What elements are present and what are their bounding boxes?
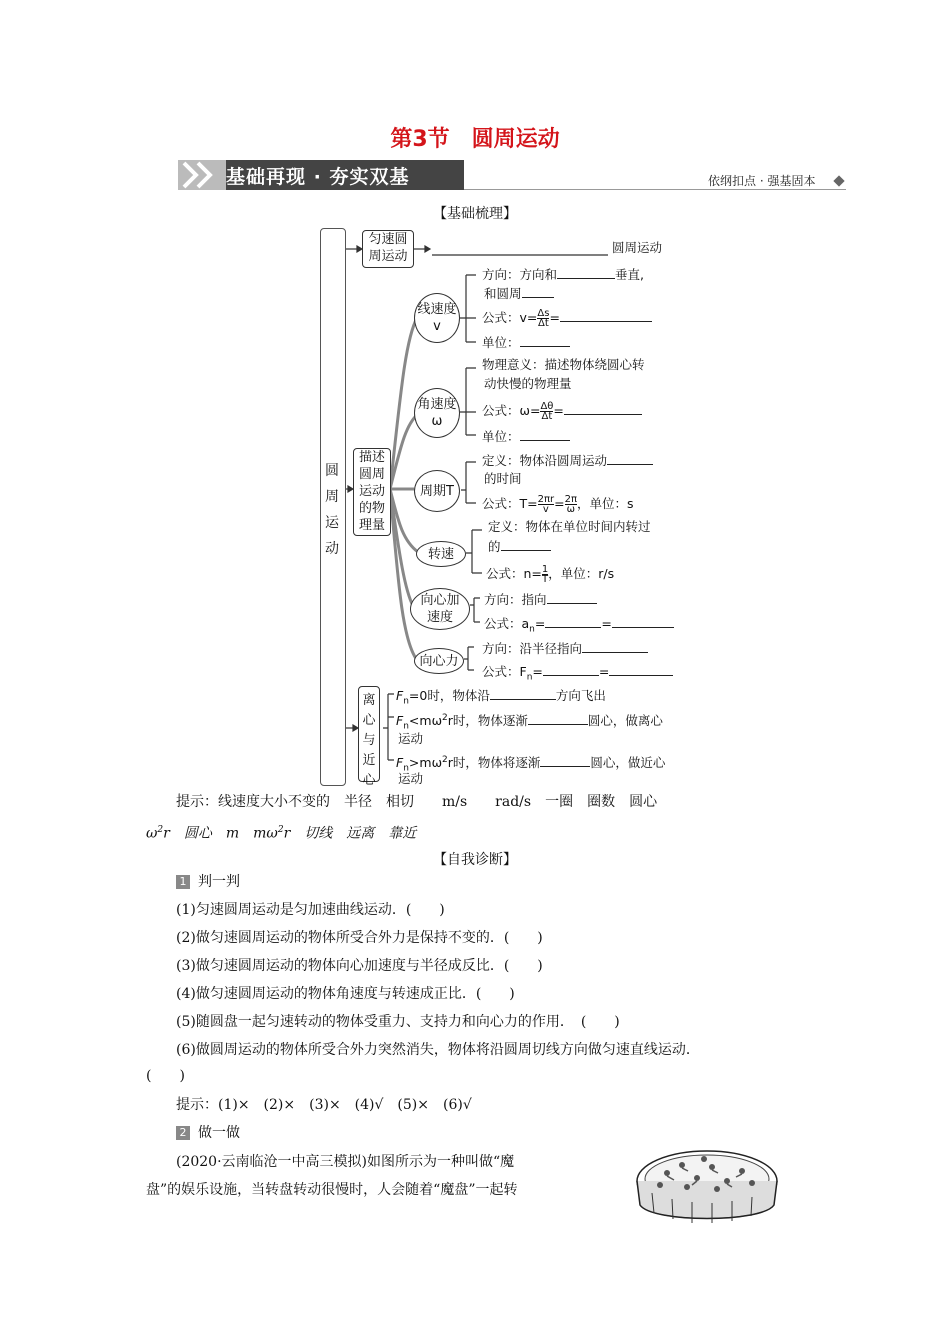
acc-dir: [484, 591, 597, 608]
force-eq-1: =: [532, 664, 543, 679]
ang-frac-den: Δt: [541, 411, 553, 422]
force-eq-2: =: [598, 664, 610, 679]
ang-meaning-1: 物理意义：描述物体绕圆心转: [482, 357, 645, 372]
centri-line-2: $F_n<m\omega^2r$时，物体逐渐 圆心，做离心: [396, 713, 663, 732]
banner-title: 基础再现 · 夯实双基: [226, 166, 410, 188]
section-heading-basics: 【基础梳理】: [433, 206, 517, 222]
hint1-mid: r 圆心 m mω: [163, 825, 278, 842]
acc-formula-text: 公式：a: [484, 616, 530, 631]
ang-frac-num: Δθ: [540, 401, 554, 412]
judge-item-1: (1)匀速圆周运动是匀加速曲线运动．( ): [176, 902, 445, 918]
c3-text2: r时，物体将逐渐: [447, 755, 541, 771]
judge-item-5: (5)随圆盘一起匀速转动的物体受重力、支持力和向心力的作用． ( ): [176, 1014, 620, 1030]
acc-formula: [484, 615, 674, 638]
speed-f-num: 1: [541, 564, 549, 575]
c1-tail: 方向飞出: [555, 688, 606, 703]
acc-dir-text: 方向：指向: [484, 592, 547, 607]
c3-text3: 圆心，做近心: [590, 755, 666, 771]
lin-dir1b-text: 垂直,: [615, 267, 644, 282]
c1-sub: n: [403, 696, 409, 707]
c1-text: =0时，物体沿: [408, 688, 490, 703]
ang-meaning-2: 动快慢的物理量: [484, 376, 572, 391]
period-def1-text: 定义：物体沿圆周运动: [482, 453, 608, 468]
hint1-tail: r 切线 远离 靠近: [283, 825, 417, 842]
angular-velocity-node: 角速度ω: [414, 388, 460, 438]
ang-unit: [482, 428, 570, 445]
force-formula-text: 公式：F: [482, 664, 527, 679]
q1-badge: 1: [176, 875, 190, 889]
judge-item-6: (6)做圆周运动的物体所受合外力突然消失，物体将沿圆周切线方向做匀速直线运动．: [176, 1042, 700, 1058]
banner-subtitle: 依纲扣点 · 强基固本: [708, 174, 816, 188]
root-label: 圆周运动: [325, 463, 339, 557]
section-heading-diagnosis: 【自我诊断】: [433, 852, 517, 868]
acc-sub: n: [529, 624, 535, 635]
lin-unit: [482, 334, 570, 351]
period-f1-num: 2πr: [537, 494, 555, 505]
c2-sub: n: [403, 721, 409, 732]
judge-item-2: (2)做匀速圆周运动的物体所受合外力是保持不变的．( ): [176, 930, 543, 946]
force-formula: [482, 663, 673, 686]
period-def-1: [482, 452, 653, 469]
speed-def2-text: 的: [488, 539, 501, 554]
hint-1-line-2: $\omega^2r$ 圆心 m $m\omega^2r$ 切线 远离 靠近: [146, 825, 417, 842]
c2-text2: r时，物体逐渐: [447, 713, 528, 729]
period-f2-den: ω: [566, 504, 575, 515]
centri-line-3b: 运动: [398, 771, 424, 786]
judge-item-4: (4)做匀速圆周运动的物体角速度与转速成正比．( ): [176, 986, 515, 1002]
problem-line-1: (2020·云南临沧一中高三模拟)如图所示为一种叫做“魔: [176, 1154, 515, 1170]
speed-unit-text: ，单位：r/s: [548, 566, 615, 581]
lin-dir-1: [482, 266, 644, 283]
centripetal-acc-node: [410, 588, 470, 630]
rotation-speed-node: 转速: [416, 541, 466, 567]
c1-f: F: [396, 688, 404, 703]
force-dir-text: 方向：沿半径指向: [482, 641, 583, 656]
acc-eq-1: =: [534, 616, 546, 631]
force-sub: n: [526, 672, 533, 683]
q2-title: 做一做: [198, 1125, 240, 1141]
c2-text1: <mω: [408, 713, 443, 729]
lin-dir-2: [484, 285, 554, 302]
acc-eq-2: =: [601, 616, 612, 631]
lin-dir2-text: 和圆周: [484, 286, 522, 301]
period-f1-den: v: [542, 504, 549, 515]
c3-sub: n: [403, 763, 409, 774]
period-node: 周期T: [414, 470, 460, 512]
linear-velocity-node: 线速度v: [414, 293, 460, 343]
quantities-box: 描述圆周运动的物理量: [353, 448, 391, 536]
ang-unit-text: 单位：: [482, 429, 520, 444]
page-title: 第3节 圆周运动: [390, 127, 560, 152]
c3-text1: >mω: [408, 755, 443, 771]
judge-item-3: (3)做匀速圆周运动的物体向心加速度与半径成反比．( ): [176, 958, 543, 974]
hint1-omega: ω: [146, 825, 158, 842]
lin-formula: 公式：v= $\frac{\Delta s}{\Delta t}$ =: [482, 309, 652, 328]
c2-text3: 圆心，做离心: [587, 713, 663, 729]
speed-formula: [486, 565, 614, 584]
judge-item-6-paren: ( ): [146, 1068, 185, 1084]
speed-def-2: [488, 538, 551, 555]
lin-frac-num: Δs: [537, 308, 550, 319]
hint-1-line-1: 提示：线速度大小不变的 半径 相切 m/s rad/s 一圈 圈数 圆心: [176, 794, 658, 810]
speed-f-den: T: [542, 574, 549, 585]
q1-title: 判一判: [198, 874, 240, 890]
q2-badge: 2: [176, 1126, 190, 1140]
c3-f: F: [396, 755, 404, 771]
uniform-text: 圆周运动: [612, 240, 663, 255]
period-unit-text: ，单位：s: [576, 496, 634, 511]
lin-frac-den: Δt: [538, 318, 549, 329]
lin-unit-text: 单位：: [482, 335, 520, 350]
problem-line-2: 盘”的娱乐设施，当转盘转动很慢时，人会随着“魔盘”一起转: [146, 1182, 518, 1198]
force-dir: [482, 640, 648, 657]
period-formula-text: 公式：T=: [482, 496, 538, 511]
ang-formula: 公式：ω= $\frac{\Delta\theta}{\Delta t}$ =: [482, 402, 642, 421]
centri-line-3: $F_n>m\omega^2r$时，物体将逐渐 圆心，做近心: [396, 755, 666, 774]
lin-dir1-text: 方向：方向和: [482, 267, 558, 282]
period-formula: 公式：T= $\frac{2\pi r}{v}$ = $\frac{2\pi}{\omega}$ ，单位：s: [482, 494, 634, 515]
centrifugal-box: 离心与近心: [358, 686, 380, 782]
lin-formula-text: 公式：v=: [482, 310, 538, 325]
q2-heading: [176, 1123, 240, 1143]
magic-disc-illustration: [632, 1143, 782, 1233]
period-f2-num: 2π: [564, 494, 577, 505]
c2-f: F: [396, 713, 404, 729]
period-def-2: 的时间: [484, 471, 522, 486]
centri-line-1: [396, 687, 606, 710]
centri-line-2b: 运动: [398, 731, 424, 746]
speed-formula-text: 公式：n=: [486, 566, 542, 581]
hint-2: 提示：(1)× (2)× (3)× (4)√ (5)× (6)√: [176, 1097, 472, 1113]
ang-formula-text: 公式：ω=: [482, 403, 541, 418]
uniform-circular-box: 匀速圆周运动: [362, 230, 414, 268]
centripetal-acc-label: 向心加速度: [420, 593, 460, 625]
q1-heading: [176, 872, 240, 892]
speed-def-1: 定义：物体在单位时间内转过: [488, 519, 651, 534]
centripetal-force-node: 向心力: [414, 648, 464, 674]
